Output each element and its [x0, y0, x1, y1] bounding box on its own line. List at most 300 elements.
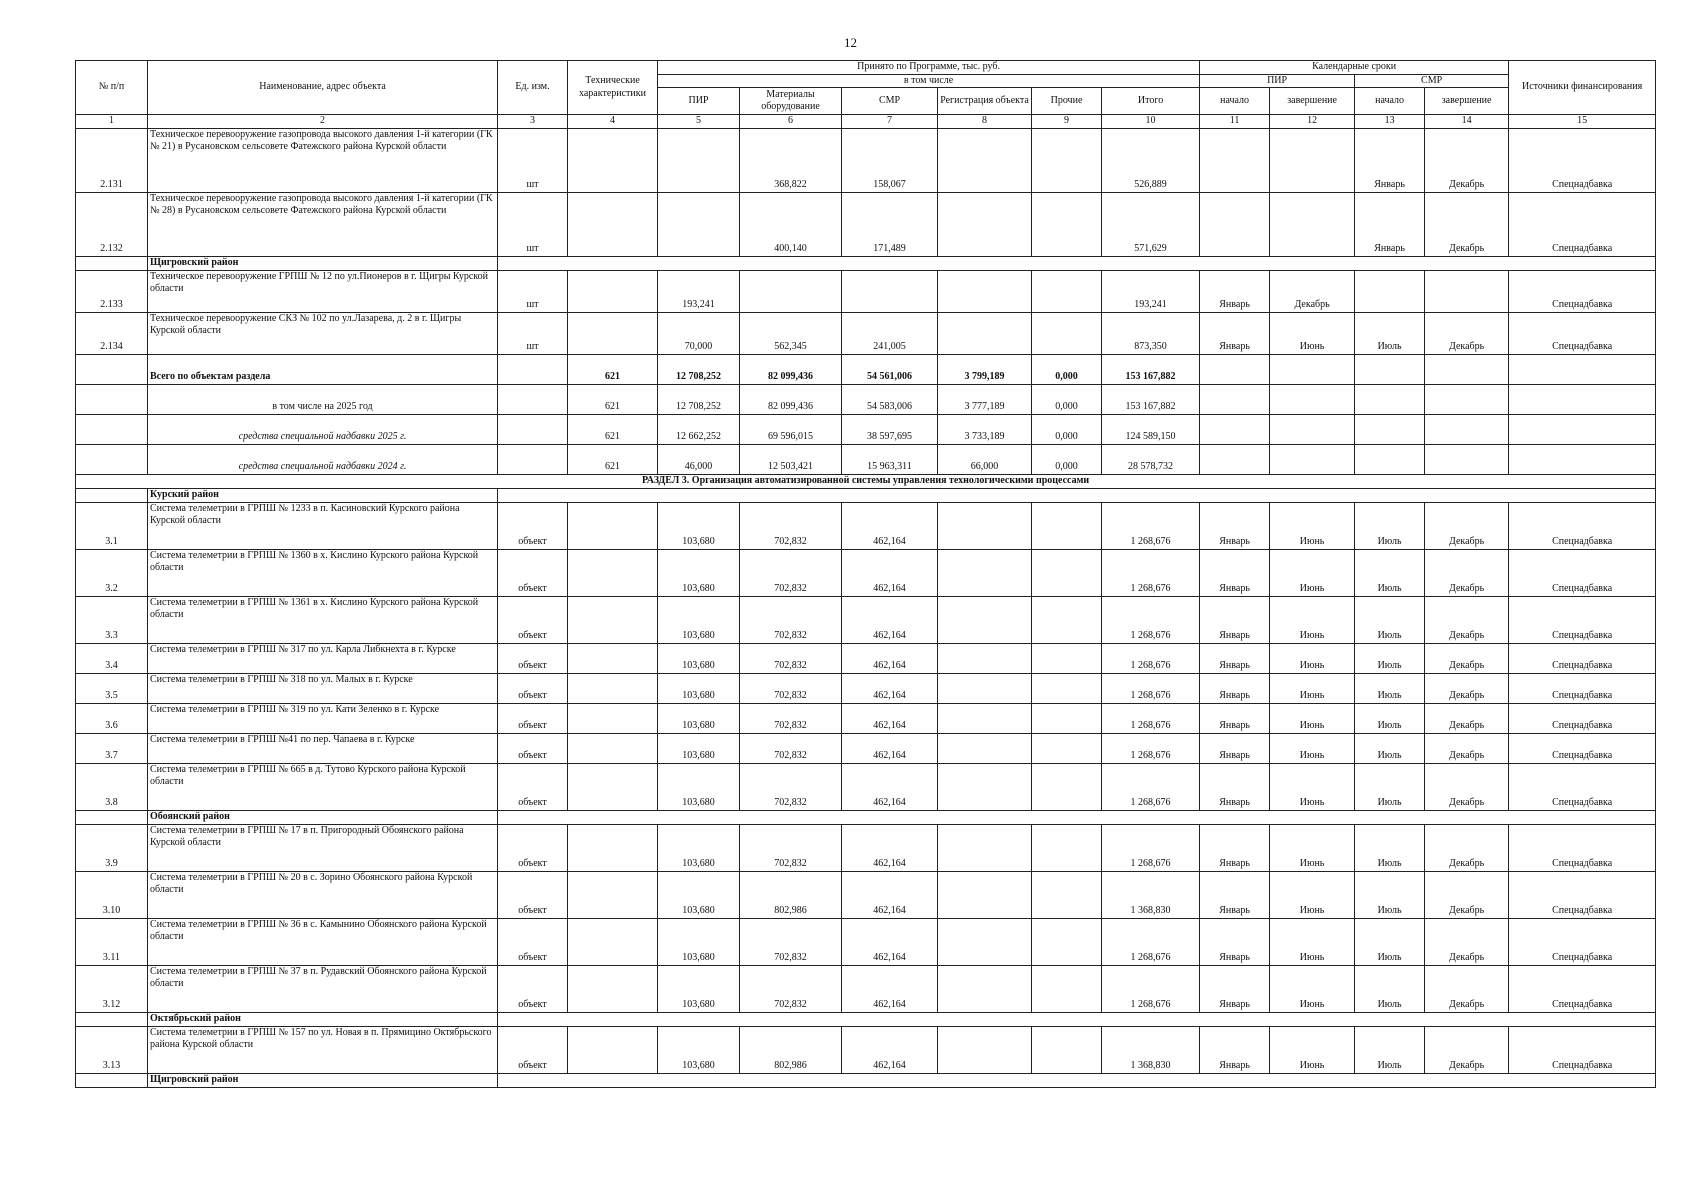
pir-end: Июнь [1270, 502, 1355, 549]
empty-cell [1509, 384, 1656, 414]
funding-source: Спецнадбавка [1509, 502, 1656, 549]
registration-value [938, 549, 1032, 596]
tech-characteristics [568, 965, 658, 1012]
registration-value [938, 192, 1032, 256]
other-value [1032, 1026, 1102, 1073]
district-title: Щигровский район [148, 256, 498, 270]
total-sum: 153 167,882 [1102, 354, 1200, 384]
pir-value: 103,680 [658, 1026, 740, 1073]
page-number: 12 [844, 35, 857, 50]
funding-source: Спецнадбавка [1509, 596, 1656, 643]
table-header [76, 61, 1656, 129]
empty-cell [76, 1073, 148, 1087]
smr-end: Декабрь [1425, 824, 1509, 871]
empty-cell [498, 810, 1656, 824]
total-pir: 12 708,252 [658, 384, 740, 414]
header-total: Итого [1102, 88, 1200, 115]
pir-end: Июнь [1270, 918, 1355, 965]
header-smr-end: завершение [1425, 88, 1509, 115]
unit: объект [498, 824, 568, 871]
smr-start: Июль [1355, 918, 1425, 965]
smr-start: Июль [1355, 312, 1425, 354]
total-tech: 621 [568, 384, 658, 414]
row-number: 2.133 [76, 270, 148, 312]
tech-characteristics [568, 703, 658, 733]
total-other: 0,000 [1032, 444, 1102, 474]
total-sum: 28 578,732 [1102, 444, 1200, 474]
row-number: 2.131 [76, 128, 148, 192]
materials-value: 562,345 [740, 312, 842, 354]
total-other: 0,000 [1032, 414, 1102, 444]
smr-end: Декабрь [1425, 312, 1509, 354]
header-calendar: Календарные сроки [1200, 61, 1509, 75]
pir-value: 193,241 [658, 270, 740, 312]
pir-start: Январь [1200, 673, 1270, 703]
materials-value: 702,832 [740, 643, 842, 673]
other-value [1032, 703, 1102, 733]
pir-value [658, 128, 740, 192]
materials-value: 802,986 [740, 871, 842, 918]
column-number: 15 [1509, 115, 1656, 129]
object-name: Техническое перевооружение газопровода высокого давления 1-й категории (ГК № 28) в Русановском сельсовете Фатежского района Курской области [148, 192, 498, 256]
total-registration: 3 777,189 [938, 384, 1032, 414]
materials-value: 702,832 [740, 502, 842, 549]
section-title: РАЗДЕЛ 3. Организация автоматизированной системы управления технологическими процессами [76, 474, 1656, 488]
smr-value: 462,164 [842, 733, 938, 763]
smr-end [1425, 270, 1509, 312]
pir-end: Июнь [1270, 824, 1355, 871]
pir-value: 103,680 [658, 824, 740, 871]
pir-start: Январь [1200, 643, 1270, 673]
unit: объект [498, 703, 568, 733]
smr-end: Декабрь [1425, 918, 1509, 965]
row-number: 3.5 [76, 673, 148, 703]
total-materials: 82 099,436 [740, 384, 842, 414]
table-row [76, 673, 1656, 703]
tech-characteristics [568, 596, 658, 643]
registration-value [938, 703, 1032, 733]
total-registration: 3 733,189 [938, 414, 1032, 444]
registration-value [938, 643, 1032, 673]
object-name: Система телеметрии в ГРПШ № 37 в п. Рудавский Обоянского района Курской области [148, 965, 498, 1012]
smr-start: Июль [1355, 703, 1425, 733]
smr-value: 462,164 [842, 502, 938, 549]
pir-start: Январь [1200, 596, 1270, 643]
total-value: 571,629 [1102, 192, 1200, 256]
pir-end: Июнь [1270, 733, 1355, 763]
smr-value: 462,164 [842, 643, 938, 673]
total-sum: 124 589,150 [1102, 414, 1200, 444]
empty-cell [1270, 414, 1355, 444]
smr-start: Июль [1355, 673, 1425, 703]
unit: шт [498, 128, 568, 192]
smr-value: 462,164 [842, 965, 938, 1012]
table-row [76, 871, 1656, 918]
object-name: Техническое перевооружение ГРПШ № 12 по ул.Пионеров в г. Щигры Курской области [148, 270, 498, 312]
total-materials: 12 503,421 [740, 444, 842, 474]
row-number: 3.7 [76, 733, 148, 763]
district-title: Октябрьский район [148, 1012, 498, 1026]
empty-cell [1425, 384, 1509, 414]
pir-start: Январь [1200, 1026, 1270, 1073]
empty-cell [1355, 384, 1425, 414]
tech-characteristics [568, 643, 658, 673]
pir-start: Январь [1200, 502, 1270, 549]
materials-value: 702,832 [740, 549, 842, 596]
smr-end: Декабрь [1425, 1026, 1509, 1073]
smr-start: Июль [1355, 733, 1425, 763]
materials-value: 400,140 [740, 192, 842, 256]
tech-characteristics [568, 673, 658, 703]
pir-start: Январь [1200, 270, 1270, 312]
materials-value: 802,986 [740, 1026, 842, 1073]
smr-start: Июль [1355, 763, 1425, 810]
empty-cell [1509, 444, 1656, 474]
registration-value [938, 824, 1032, 871]
empty-cell [1200, 384, 1270, 414]
total-label: средства специальной надбавки 2025 г. [148, 414, 498, 444]
pir-end [1270, 128, 1355, 192]
total-pir: 12 708,252 [658, 354, 740, 384]
row-number: 3.12 [76, 965, 148, 1012]
smr-end: Декабрь [1425, 643, 1509, 673]
table-row [76, 733, 1656, 763]
empty-cell [1200, 444, 1270, 474]
tech-characteristics [568, 270, 658, 312]
table-row [76, 270, 1656, 312]
header-smr-start: начало [1355, 88, 1425, 115]
total-value: 1 368,830 [1102, 871, 1200, 918]
header-materials: Материалы оборудование [740, 88, 842, 115]
district-row [76, 810, 1656, 824]
pir-end: Июнь [1270, 596, 1355, 643]
smr-value [842, 270, 938, 312]
empty-cell [1509, 414, 1656, 444]
section-row [76, 474, 1656, 488]
tech-characteristics [568, 918, 658, 965]
smr-end: Декабрь [1425, 763, 1509, 810]
funding-source: Спецнадбавка [1509, 1026, 1656, 1073]
column-number: 11 [1200, 115, 1270, 129]
empty-cell [76, 810, 148, 824]
header-cal-pir: ПИР [1200, 74, 1355, 88]
smr-start: Январь [1355, 128, 1425, 192]
pir-value: 103,680 [658, 703, 740, 733]
pir-end: Декабрь [1270, 270, 1355, 312]
pir-end: Июнь [1270, 965, 1355, 1012]
unit: шт [498, 270, 568, 312]
unit: объект [498, 918, 568, 965]
program-table [75, 60, 1656, 1088]
total-value: 1 268,676 [1102, 596, 1200, 643]
column-number: 3 [498, 115, 568, 129]
column-number: 5 [658, 115, 740, 129]
empty-cell [1425, 444, 1509, 474]
row-number: 3.13 [76, 1026, 148, 1073]
row-number: 3.3 [76, 596, 148, 643]
tech-characteristics [568, 128, 658, 192]
tech-characteristics [568, 312, 658, 354]
empty-cell [76, 488, 148, 502]
smr-start: Июль [1355, 502, 1425, 549]
column-numbers-row [76, 115, 1656, 129]
registration-value [938, 312, 1032, 354]
object-name: Система телеметрии в ГРПШ № 665 в д. Тутово Курского района Курской области [148, 763, 498, 810]
pir-start: Январь [1200, 549, 1270, 596]
object-name: Система телеметрии в ГРПШ №41 по пер. Чапаева в г. Курске [148, 733, 498, 763]
smr-end: Декабрь [1425, 703, 1509, 733]
other-value [1032, 596, 1102, 643]
object-name: Система телеметрии в ГРПШ № 319 по ул. Кати Зеленко в г. Курске [148, 703, 498, 733]
header-pir-start: начало [1200, 88, 1270, 115]
pir-value: 103,680 [658, 549, 740, 596]
column-number: 9 [1032, 115, 1102, 129]
registration-value [938, 502, 1032, 549]
object-name: Система телеметрии в ГРПШ № 17 в п. Пригородный Обоянского района Курской области [148, 824, 498, 871]
pir-value: 103,680 [658, 673, 740, 703]
empty-cell [76, 1012, 148, 1026]
smr-end: Декабрь [1425, 549, 1509, 596]
pir-end: Июнь [1270, 703, 1355, 733]
total-label: Всего по объектам раздела [148, 354, 498, 384]
registration-value [938, 596, 1032, 643]
other-value [1032, 871, 1102, 918]
column-number: 13 [1355, 115, 1425, 129]
table-row [76, 502, 1656, 549]
smr-end: Декабрь [1425, 596, 1509, 643]
other-value [1032, 673, 1102, 703]
table-row [76, 824, 1656, 871]
smr-value: 462,164 [842, 596, 938, 643]
column-number: 2 [148, 115, 498, 129]
empty-cell [1509, 354, 1656, 384]
pir-value: 103,680 [658, 643, 740, 673]
empty-cell [1270, 384, 1355, 414]
unit: шт [498, 312, 568, 354]
column-number: 8 [938, 115, 1032, 129]
column-number: 14 [1425, 115, 1509, 129]
unit: объект [498, 549, 568, 596]
total-materials: 82 099,436 [740, 354, 842, 384]
unit: объект [498, 596, 568, 643]
total-label: в том числе на 2025 год [148, 384, 498, 414]
funding-source: Спецнадбавка [1509, 703, 1656, 733]
table-row [76, 128, 1656, 192]
empty-cell [498, 414, 568, 444]
total-value: 1 268,676 [1102, 673, 1200, 703]
total-tech: 621 [568, 444, 658, 474]
pir-value: 103,680 [658, 733, 740, 763]
empty-cell [498, 1012, 1656, 1026]
object-name: Техническое перевооружение СКЗ № 102 по ул.Лазарева, д. 2 в г. Щигры Курской области [148, 312, 498, 354]
pir-start: Январь [1200, 965, 1270, 1012]
other-value [1032, 643, 1102, 673]
smr-start: Июль [1355, 1026, 1425, 1073]
registration-value [938, 128, 1032, 192]
object-name: Система телеметрии в ГРПШ № 318 по ул. Малых в г. Курске [148, 673, 498, 703]
other-value [1032, 824, 1102, 871]
header-incl: в том числе [658, 74, 1200, 88]
materials-value: 702,832 [740, 673, 842, 703]
materials-value: 702,832 [740, 703, 842, 733]
total-value: 1 368,830 [1102, 1026, 1200, 1073]
total-value: 1 268,676 [1102, 763, 1200, 810]
funding-source: Спецнадбавка [1509, 965, 1656, 1012]
row-number: 3.4 [76, 643, 148, 673]
total-pir: 46,000 [658, 444, 740, 474]
smr-end: Декабрь [1425, 673, 1509, 703]
empty-cell [76, 256, 148, 270]
empty-cell [1270, 354, 1355, 384]
funding-source: Спецнадбавка [1509, 128, 1656, 192]
total-value: 193,241 [1102, 270, 1200, 312]
smr-value: 171,489 [842, 192, 938, 256]
header-cal-smr: СМР [1355, 74, 1509, 88]
header-tech: Технические характеристики [568, 61, 658, 115]
smr-value: 462,164 [842, 871, 938, 918]
empty-cell [498, 1073, 1656, 1087]
empty-cell [498, 354, 568, 384]
table-row [76, 596, 1656, 643]
materials-value: 368,822 [740, 128, 842, 192]
funding-source: Спецнадбавка [1509, 270, 1656, 312]
unit: объект [498, 643, 568, 673]
registration-value [938, 733, 1032, 763]
row-number: 2.134 [76, 312, 148, 354]
funding-source: Спецнадбавка [1509, 733, 1656, 763]
total-label: средства специальной надбавки 2024 г. [148, 444, 498, 474]
total-smr: 38 597,695 [842, 414, 938, 444]
other-value [1032, 763, 1102, 810]
materials-value: 702,832 [740, 763, 842, 810]
row-number: 2.132 [76, 192, 148, 256]
smr-value: 462,164 [842, 1026, 938, 1073]
object-name: Система телеметрии в ГРПШ № 157 по ул. Новая в п. Прямицино Октябрьского района Курской области [148, 1026, 498, 1073]
district-title: Щигровский район [148, 1073, 498, 1087]
smr-value: 241,005 [842, 312, 938, 354]
tech-characteristics [568, 192, 658, 256]
pir-start [1200, 192, 1270, 256]
header-accepted: Принято по Программе, тыс. руб. [658, 61, 1200, 75]
pir-end: Июнь [1270, 871, 1355, 918]
column-number: 6 [740, 115, 842, 129]
header-other: Прочие [1032, 88, 1102, 115]
column-number: 4 [568, 115, 658, 129]
tech-characteristics [568, 871, 658, 918]
funding-source: Спецнадбавка [1509, 871, 1656, 918]
funding-source: Спецнадбавка [1509, 673, 1656, 703]
unit: объект [498, 673, 568, 703]
funding-source: Спецнадбавка [1509, 918, 1656, 965]
pir-value: 103,680 [658, 918, 740, 965]
header-pir-end: завершение [1270, 88, 1355, 115]
materials-value: 702,832 [740, 733, 842, 763]
total-value: 1 268,676 [1102, 643, 1200, 673]
smr-start: Июль [1355, 549, 1425, 596]
smr-start: Июль [1355, 965, 1425, 1012]
table-row [76, 965, 1656, 1012]
total-tech: 621 [568, 354, 658, 384]
pir-value: 70,000 [658, 312, 740, 354]
district-row [76, 1073, 1656, 1087]
row-number: 3.9 [76, 824, 148, 871]
row-number: 3.1 [76, 502, 148, 549]
smr-end: Декабрь [1425, 871, 1509, 918]
empty-cell [1355, 354, 1425, 384]
smr-end: Декабрь [1425, 733, 1509, 763]
registration-value [938, 918, 1032, 965]
smr-value: 462,164 [842, 824, 938, 871]
empty-cell [498, 488, 1656, 502]
object-name: Система телеметрии в ГРПШ № 1233 в п. Касиновский Курского района Курской области [148, 502, 498, 549]
pir-start: Январь [1200, 763, 1270, 810]
other-value [1032, 549, 1102, 596]
header-pir: ПИР [658, 88, 740, 115]
object-name: Техническое перевооружение газопровода высокого давления 1-й категории (ГК № 21) в Русановском сельсовете Фатежского района Курской области [148, 128, 498, 192]
smr-end: Декабрь [1425, 192, 1509, 256]
table-row [76, 763, 1656, 810]
empty-cell [76, 354, 148, 384]
district-title: Обоянский район [148, 810, 498, 824]
empty-cell [1200, 414, 1270, 444]
total-registration: 3 799,189 [938, 354, 1032, 384]
smr-start: Июль [1355, 824, 1425, 871]
funding-source: Спецнадбавка [1509, 824, 1656, 871]
funding-source: Спецнадбавка [1509, 312, 1656, 354]
table-row [76, 192, 1656, 256]
total-value: 1 268,676 [1102, 918, 1200, 965]
header-sources: Источники финансирования [1509, 61, 1656, 115]
total-smr: 54 583,006 [842, 384, 938, 414]
object-name: Система телеметрии в ГРПШ № 317 по ул. Карла Либкнехта в г. Курске [148, 643, 498, 673]
pir-end: Июнь [1270, 673, 1355, 703]
header-num: № п/п [76, 61, 148, 115]
pir-start: Январь [1200, 871, 1270, 918]
pir-end: Июнь [1270, 549, 1355, 596]
other-value [1032, 502, 1102, 549]
materials-value: 702,832 [740, 965, 842, 1012]
smr-end: Декабрь [1425, 502, 1509, 549]
empty-cell [1200, 354, 1270, 384]
column-number: 12 [1270, 115, 1355, 129]
other-value [1032, 312, 1102, 354]
smr-start: Июль [1355, 596, 1425, 643]
unit: объект [498, 763, 568, 810]
tech-characteristics [568, 824, 658, 871]
other-value [1032, 128, 1102, 192]
column-number: 1 [76, 115, 148, 129]
table-row [76, 703, 1656, 733]
smr-start: Июль [1355, 871, 1425, 918]
smr-start: Июль [1355, 643, 1425, 673]
registration-value [938, 270, 1032, 312]
empty-cell [1425, 354, 1509, 384]
row-number: 3.8 [76, 763, 148, 810]
total-value: 1 268,676 [1102, 733, 1200, 763]
funding-source: Спецнадбавка [1509, 549, 1656, 596]
total-other: 0,000 [1032, 354, 1102, 384]
table-row [76, 643, 1656, 673]
unit: объект [498, 1026, 568, 1073]
pir-end: Июнь [1270, 312, 1355, 354]
empty-cell [76, 444, 148, 474]
district-title: Курский район [148, 488, 498, 502]
empty-cell [498, 256, 1656, 270]
smr-value: 462,164 [842, 673, 938, 703]
smr-start: Январь [1355, 192, 1425, 256]
smr-value: 158,067 [842, 128, 938, 192]
header-name: Наименование, адрес объекта [148, 61, 498, 115]
